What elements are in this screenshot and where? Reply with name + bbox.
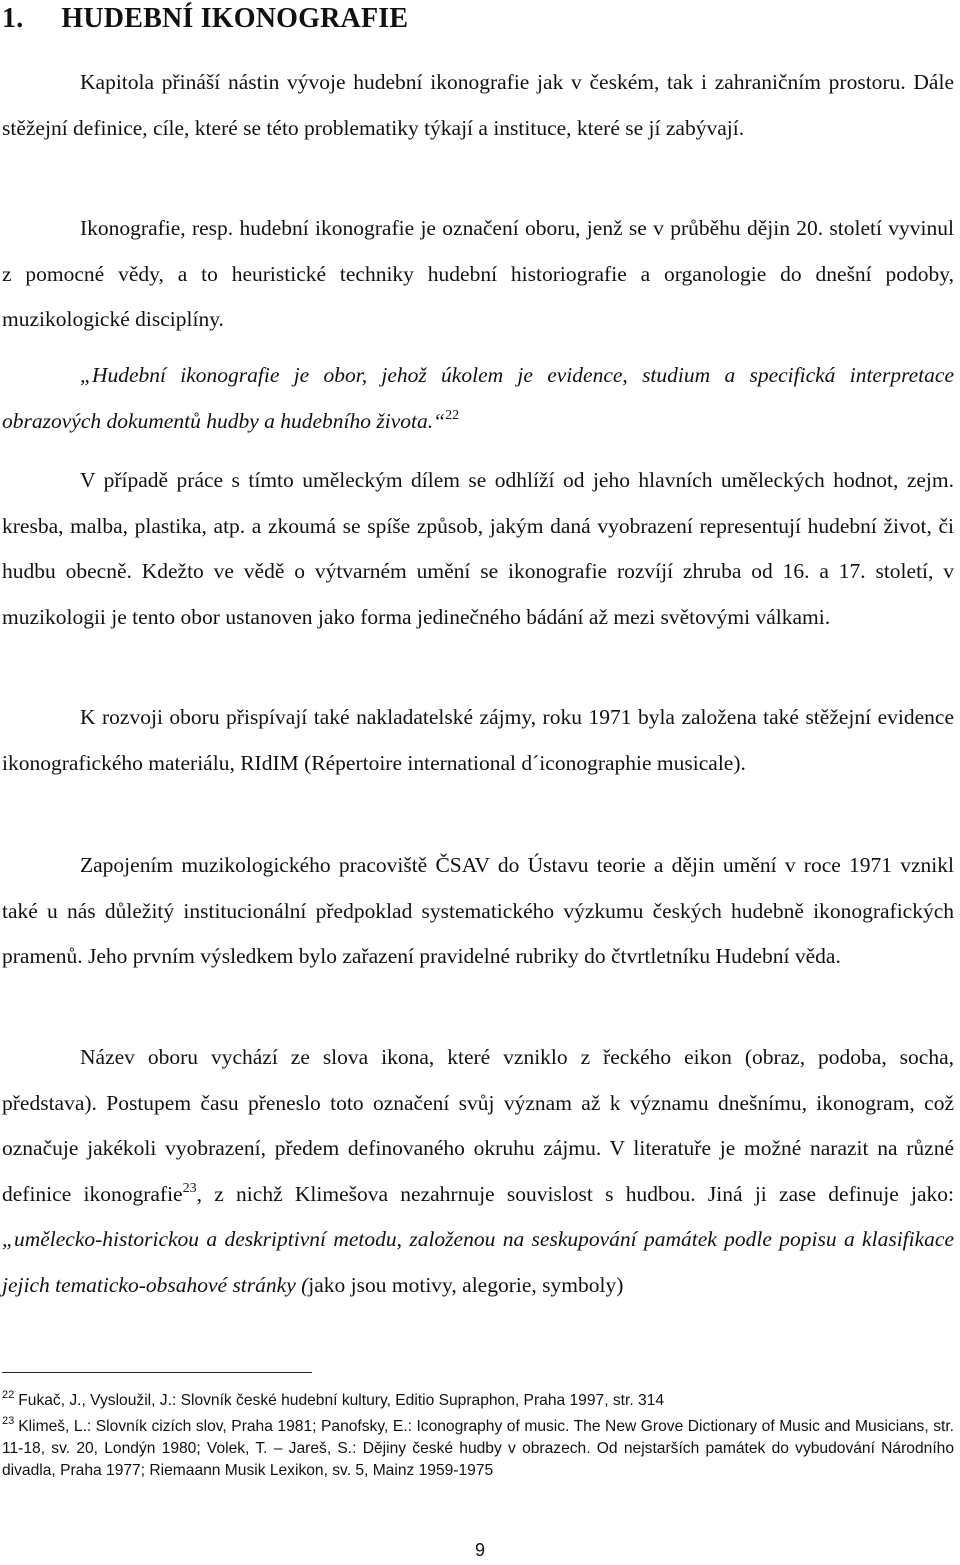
page-number: 9 xyxy=(474,1540,485,1560)
etymology-text-a: Název oboru vychází ze slova ikona, které vzniklo z řeckého eikon (obraz, podoba, socha, představa). Postupem času přeneslo toto označení svůj význam až k významu dnešnímu, ikonogram, což označuje jakékoli vyobrazení, předem definovaného okruhu zájmu. V literatuře je možné narazit na různé definice ikonografie xyxy=(2,1045,954,1206)
paragraph-intro: Kapitola přináší nástin vývoje hudební ikonografie jak v českém, tak i zahraničním prostoru. Dále stěžejní definice, cíle, které se této problematiky týkají a instituce, které se jí zabývají. xyxy=(2,70,954,140)
chapter-title: HUDEBNÍ IKONOGRAFIE xyxy=(61,3,409,34)
footnote-ref-23[interactable]: 23 xyxy=(182,1180,197,1196)
footnote-divider xyxy=(2,1372,312,1373)
chapter-number: 1. xyxy=(2,3,24,34)
etymology-text-c: jako jsou motivy, alegorie, symboly) xyxy=(308,1272,624,1297)
footnote-ref-22[interactable]: 22 xyxy=(445,407,460,423)
paragraph-quote xyxy=(2,353,954,444)
paragraph-etymology xyxy=(2,1035,954,1308)
paragraph-ridim: K rozvoji oboru přispívají také nakladatelské zájmy, roku 1971 byla založena také stěžejní evidence ikonografického materiálu, RIdIM (Répertoire international d´iconographie musicale). xyxy=(2,705,954,775)
footnote-23-marker: 23 xyxy=(2,1415,15,1427)
etymology-quote: „umělecko-historickou a deskriptivní metodu, založenou na seskupování památek podle popisu a klasifikace jejich tematicko-obsahové stránky ( xyxy=(2,1227,954,1297)
paragraph-method: V případě práce s tímto uměleckým dílem se odhlíží od jeho hlavních uměleckých hodnot, zejm. kresba, malba, plastika, atp. a zkoumá se spíše způsob, jakým daná vyobrazení representují hudební život, či hudbu obecně. Kdežto ve vědě o výtvarném umění se ikonografie rozvíjí zhruba od 16. a 17. století, v muzikologii je tento obor ustanoven jako forma jedinečného bádání až mezi světovými válkami. xyxy=(2,468,954,629)
footnote-22-text: Fukač, J., Vysloužil, J.: Slovník české hudební kultury, Editio Supraphon, Praha 1997, str. 314 xyxy=(18,1392,665,1409)
footnote-22-marker: 22 xyxy=(2,1389,15,1401)
etymology-text-b: , z nichž Klimešova nezahrnuje souvislost s hudbou. Jiná ji zase definuje jako: xyxy=(196,1181,954,1206)
paragraph-csav: Zapojením muzikologického pracoviště ČSAV do Ústavu teorie a dějin umění v roce 1971 vznikl také u nás důležitý institucionální předpoklad systematického výzkumu českých hudebně ikonografických pramenů. Jeho prvním výsledkem bylo zařazení pravidelné rubriky do čtvrtletníku Hudební věda. xyxy=(2,853,954,968)
quote-text: „Hudební ikonografie je obor, jehož úkolem je evidence, studium a specifická interpretace obrazových dokumentů hudby a hudebního života.“ xyxy=(2,363,954,433)
paragraph-definition: Ikonografie, resp. hudební ikonografie je označení oboru, jenž se v průběhu dějin 20. století vyvinul z pomocné vědy, a to heuristické techniky hudební historiografie a organologie do dnešní podoby, muzikologické disciplíny. xyxy=(2,216,954,331)
footnote-22 xyxy=(2,1390,954,1412)
footnote-23 xyxy=(2,1416,954,1482)
chapter-heading xyxy=(2,2,408,36)
footnote-23-text: Klimeš, L.: Slovník cizích slov, Praha 1981; Panofsky, E.: Iconography of music. The New Grove Dictionary of Music and Musicians, str. 11-18, sv. 20, Londýn 1980; Volek, T. – Jareš, S.: Dějiny české hudby v obrazech. Od nejstarších památek do vybudování Národního divadla, Praha 1977; Riemaann Musik Lexikon, sv. 5, Mainz 1959-1975 xyxy=(2,1418,954,1479)
